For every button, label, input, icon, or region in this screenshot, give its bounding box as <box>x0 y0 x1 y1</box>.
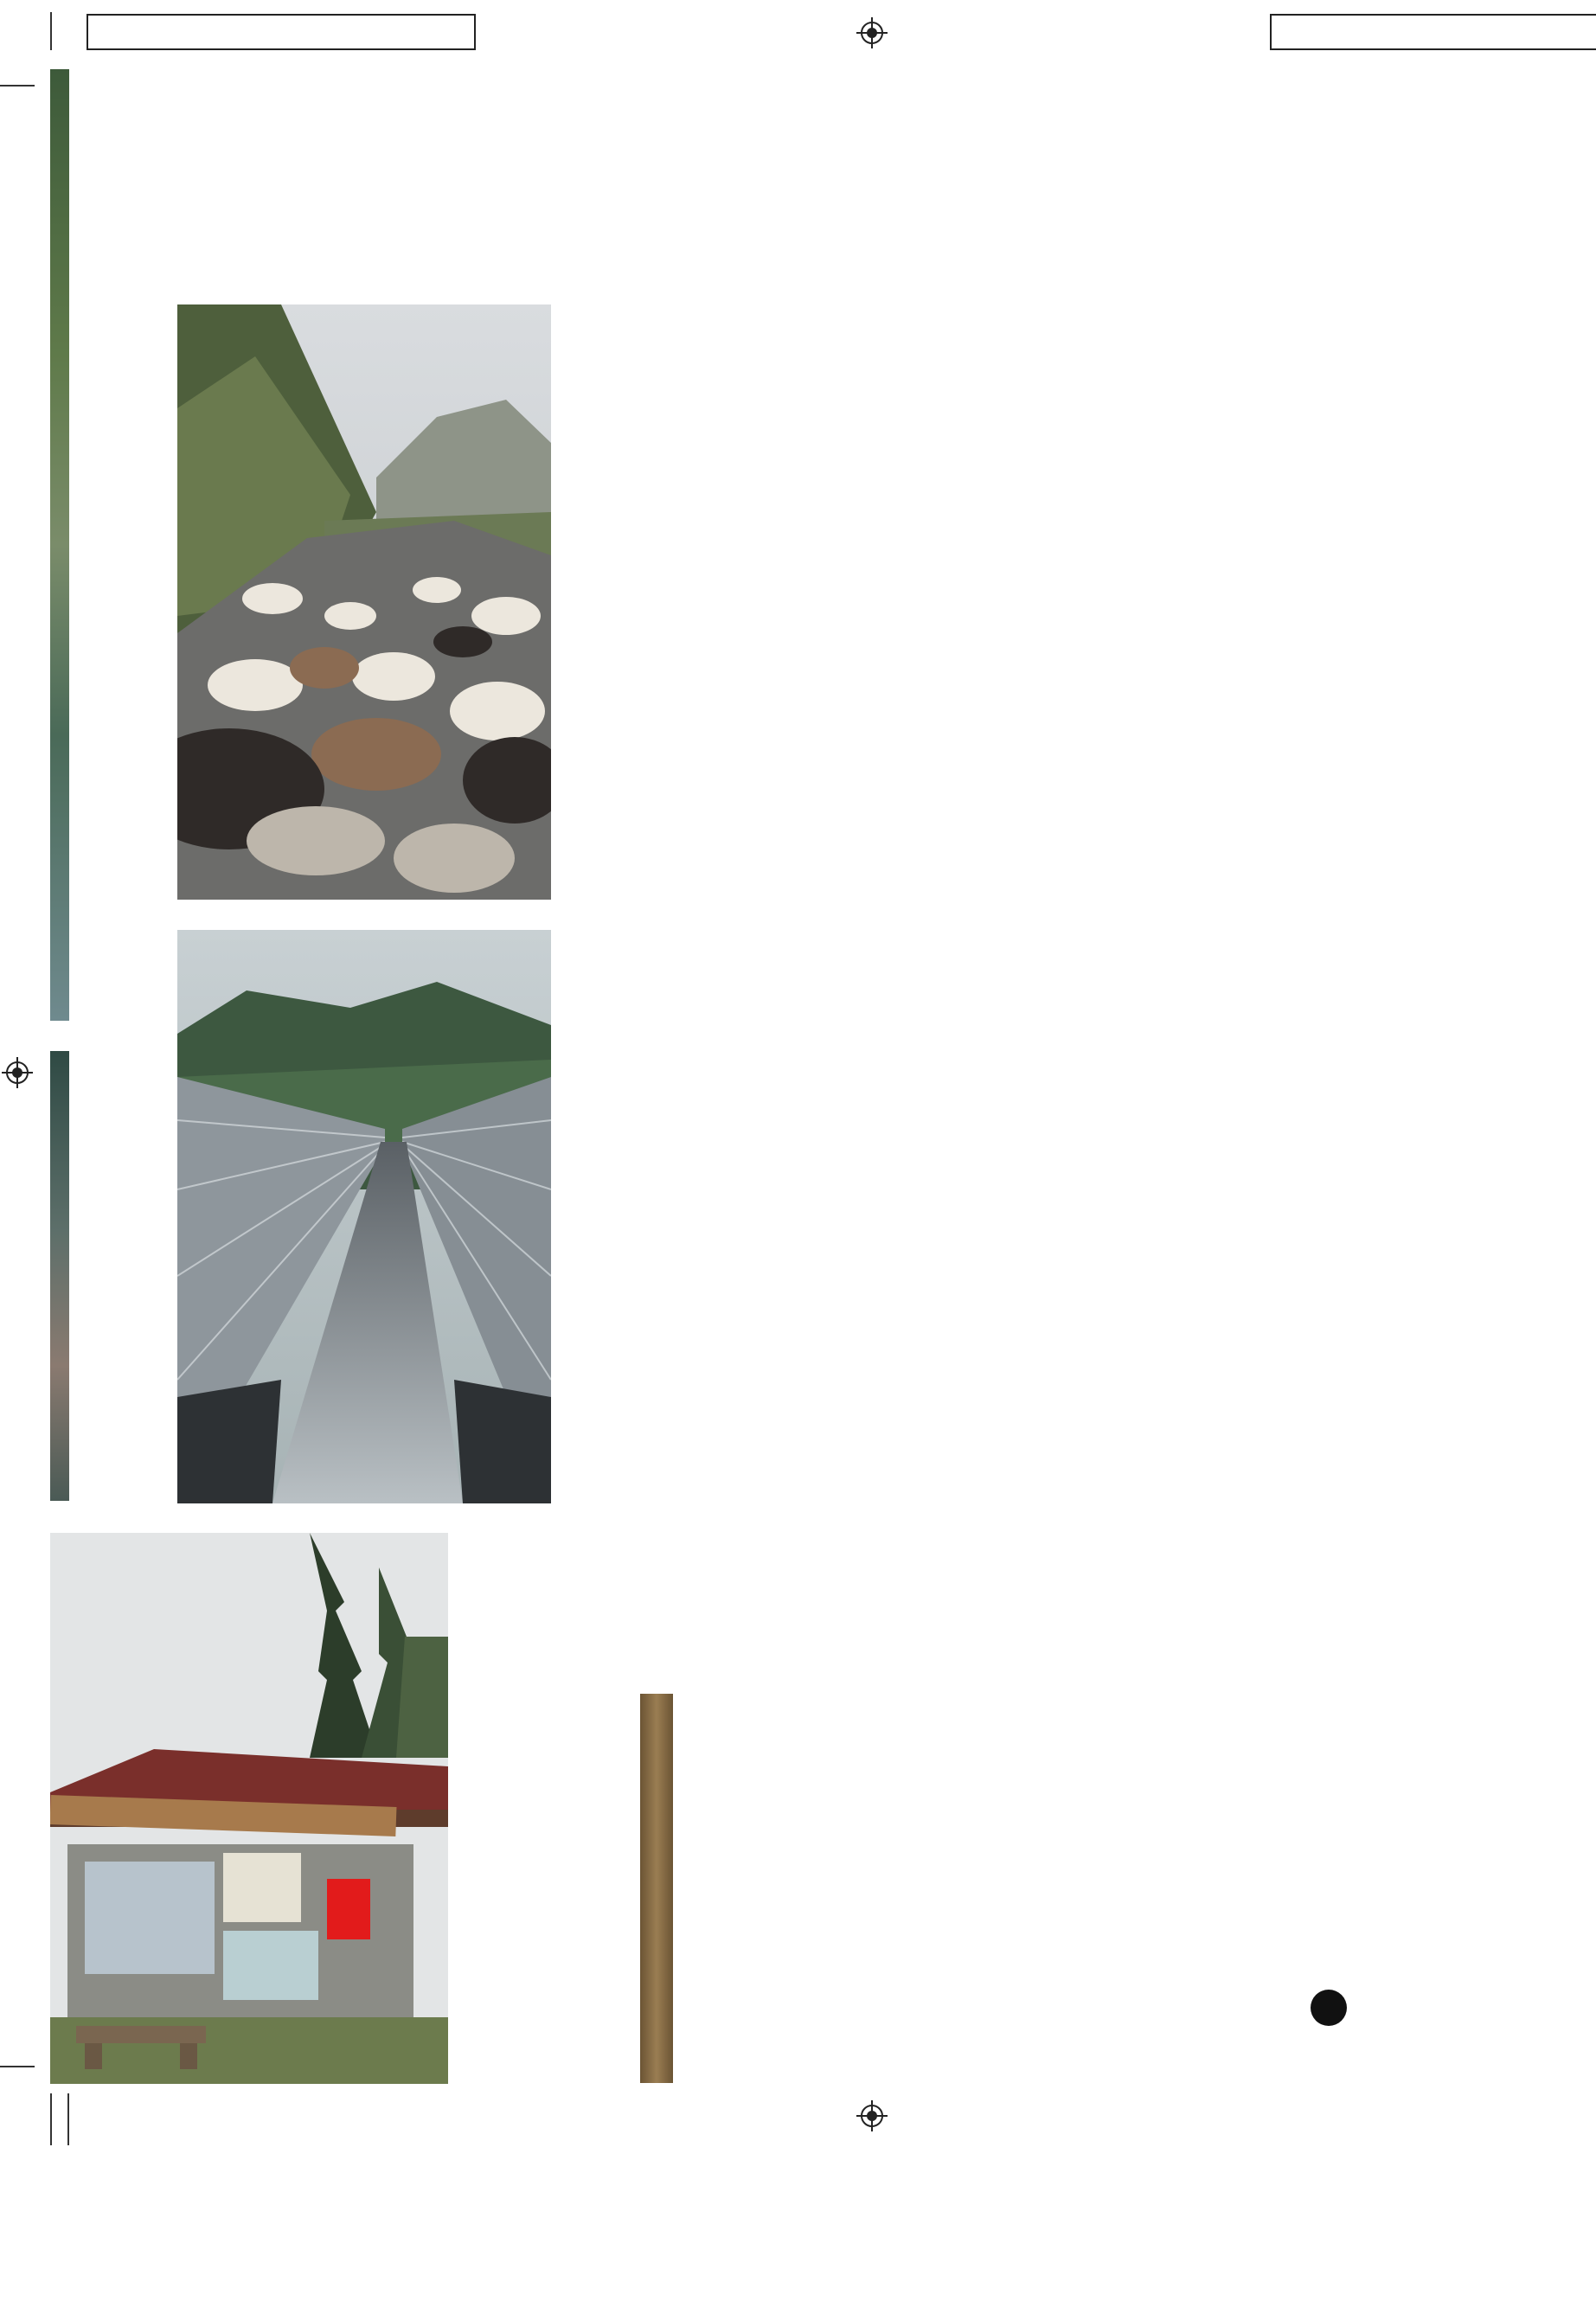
hov-hyttegrend-cabin-photo <box>50 1533 448 2084</box>
article-column-2 <box>1196 303 1586 327</box>
registration-mark-icon <box>2 1057 33 1088</box>
signpost-illustration <box>502 1633 813 2083</box>
page-footer <box>1285 1990 1347 2026</box>
previous-page-spill <box>50 1051 69 1501</box>
article-column-1 <box>688 303 1172 318</box>
grayscale-color-bar <box>87 14 476 50</box>
crop-mark <box>0 2066 35 2067</box>
process-color-bar <box>1270 14 1596 50</box>
registration-mark-icon <box>856 2100 888 2131</box>
crop-mark <box>67 2093 69 2145</box>
page-number-badge <box>1311 1990 1347 2026</box>
suspension-bridge-photo <box>177 930 551 1503</box>
crop-mark <box>0 85 35 87</box>
crop-mark <box>50 12 52 50</box>
registration-mark-icon <box>856 17 888 48</box>
crop-mark <box>50 2093 52 2145</box>
goats-on-road-photo <box>177 304 551 900</box>
previous-page-spill <box>50 69 69 1021</box>
signpost-pole <box>640 1694 673 2083</box>
